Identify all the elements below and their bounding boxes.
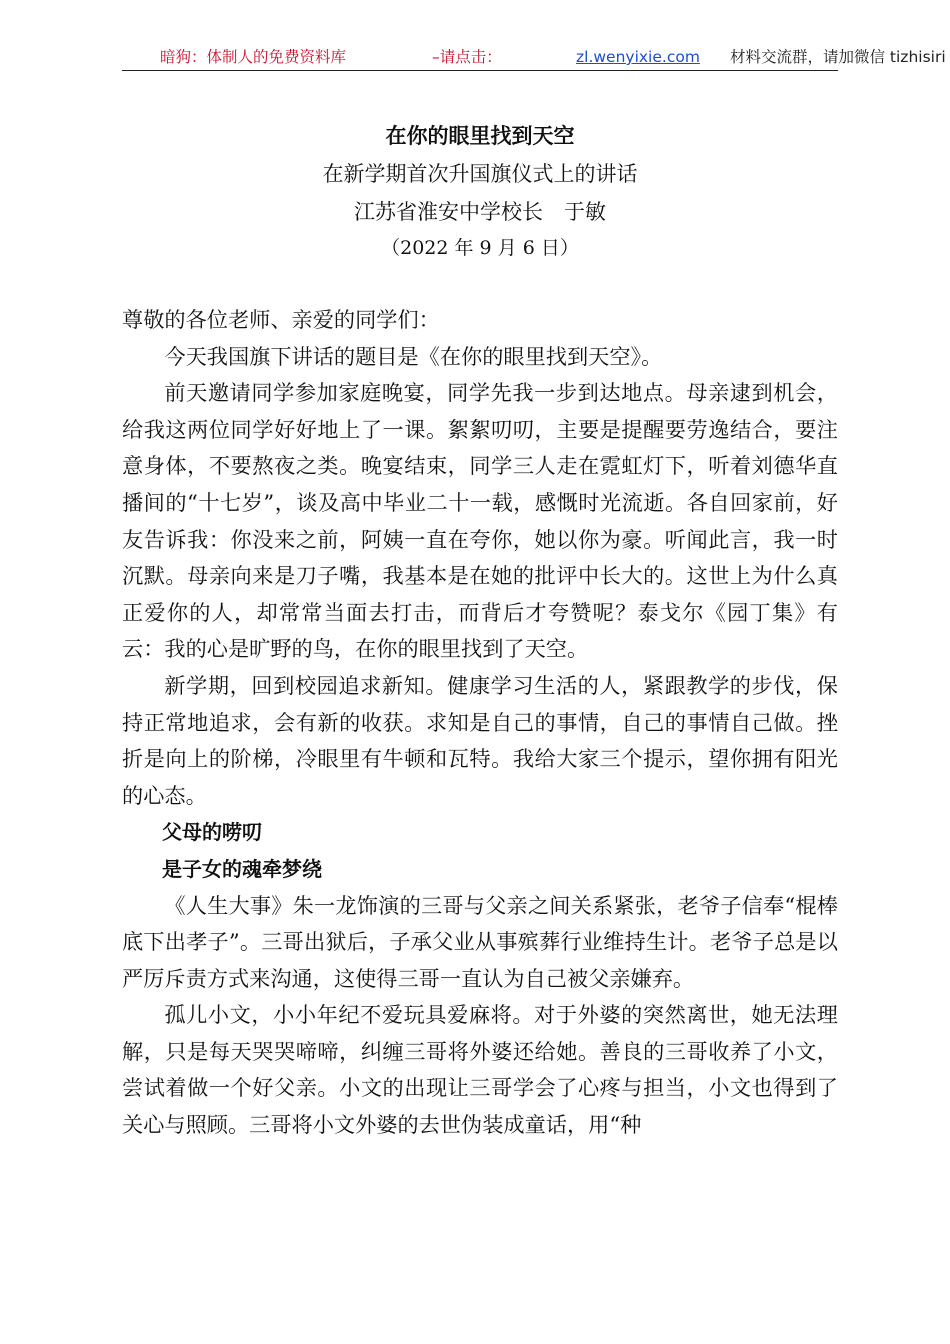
section-heading-2: 是子女的魂牵梦绕 (162, 856, 322, 881)
document-date: （2022 年 9 月 6 日） (381, 237, 579, 259)
header-contact: 材料交流群，请加微信 tizhisiri (730, 48, 946, 66)
section-heading-1: 父母的唠叨 (162, 820, 262, 845)
document-body (122, 302, 838, 1144)
paragraph-xiaowen: 孤儿小文，小小年纪不爱玩具爱麻将。对于外婆的突然离世，她无法理解，只是每天哭哭啼啼，纠缠三哥将外婆还给她。善良的三哥收养了小文，尝试着做一个好父亲。小文的出现让三哥学会了心疼与担当，小文也得到了关心与照顾。三哥将小文外婆的去世伪装成童话，用“种 (122, 1002, 838, 1138)
page-header (122, 44, 946, 71)
paragraph-new-semester: 新学期，回到校园追求新知。健康学习生活的人，紧跟教学的步伐，保持正常地追求，会有新的收获。求知是自己的事情，自己的事情自己做。挫折是向上的阶梯，冷眼里有牛顿和瓦特。我给大家三个提示，望你拥有阳光的心态。 (122, 672, 838, 808)
document-author: 江苏省淮安中学校长 于敏 (354, 200, 606, 224)
document-subtitle: 在新学期首次升国旗仪式上的讲话 (322, 162, 638, 186)
paragraph-topic: 今天我国旗下讲话的题目是《在你的眼里找到天空》。 (164, 343, 663, 369)
header-link[interactable]: zl.wenyixie.com (576, 48, 700, 66)
header-brand: 暗狗：体制人的免费资料库 (160, 48, 347, 66)
salutation: 尊敬的各位老师、亲爱的同学们： (122, 307, 440, 332)
paragraph-film: 《人生大事》朱一龙饰演的三哥与父亲之间关系紧张，老爷子信奉“棍棒底下出孝子”。三哥出狱后，子承父业从事殡葬行业维持生计。老爷子总是以严厉斥责方式来沟通，这使得三哥一直认为自己被父亲嫌弃。 (122, 892, 838, 991)
header-prompt: –请点击： (432, 48, 502, 66)
paragraph-dinner: 前天邀请同学参加家庭晚宴，同学先我一步到达地点。母亲逮到机会，给我这两位同学好好地上了一课。絮絮叨叨，主要是提醒要劳逸结合，要注意身体，不要熬夜之类。晚宴结束，同学三人走在霓虹灯下，听着刘德华直播间的“十七岁”，谈及高中毕业二十一载，感慨时光流逝。各自回家前，好友告诉我：你没来之前，阿姨一直在夸你，她以你为豪。听闻此言，我一时沉默。母亲向来是刀子嘴，我基本是在她的批评中长大的。这世上为什么真正爱你的人，却常常当面去打击，而背后才夸赞呢？泰戈尔《园丁集》有云：我的心是旷野的鸟，在你的眼里找到了天空。 (122, 380, 838, 662)
document-title: 在你的眼里找到天空 (385, 123, 575, 148)
